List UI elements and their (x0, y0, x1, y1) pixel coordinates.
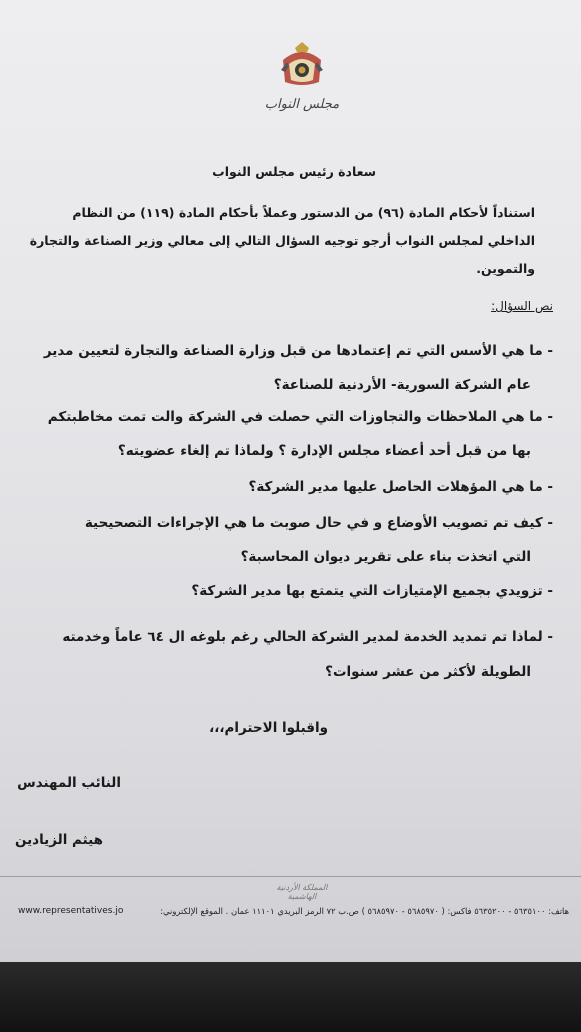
footer-watermark: المملكة الأردنية الهاشمية (276, 883, 328, 901)
letterhead-label: مجلس النواب (264, 97, 340, 112)
closing-remark: واقبلوا الاحترام،،، (209, 720, 328, 736)
question-5-line-1: - تزويدي بجميع الإمتيازات التي يتمتع بها مدير الشركة؟ (191, 583, 553, 599)
intro-line: الداخلي لمجلس النواب أرجو توجيه السؤال التالي إلى معالي وزير الصناعة والتجارة (29, 233, 535, 248)
question-2-line-2: بها من قبل أحد أعضاء مجلس الإدارة ؟ ولماذا تم إلغاء عضويته؟ (117, 443, 531, 459)
intro-line: والتموين. (476, 261, 535, 276)
question-1-line-1: - ما هي الأسس التي تم إعتمادها من قبل وزارة الصناعة والتجارة لتعيين مدير (43, 343, 553, 359)
question-3-line-1: - ما هي المؤهلات الحاصل عليها مدير الشركة؟ (248, 479, 553, 495)
question-1-line-2: عام الشركة السورية- الأردنية للصناعة؟ (273, 377, 531, 393)
footer-contact: هاتف: ٥٦٣٥١٠٠ - ٥٦٣٥٢٠٠ فاكس: ( ٥٦٨٥٩٧٠ - ٥٦٨٥٩٧٠ ) ص.ب ٧٢ الرمز البريدي ١١١٠١ عمان . الموقع الإلكتروني: (160, 906, 569, 916)
question-heading: نص السؤال: (491, 299, 553, 313)
signer-title: النائب المهندس (17, 775, 121, 791)
footer-divider (0, 876, 581, 877)
signer-name: هيثم الزيادين (14, 832, 103, 848)
question-4-line-1: - كيف تم تصويب الأوضاع و في حال صوبت ما هي الإجراءات التصحيحية (84, 515, 553, 531)
salutation: سعادة رئيس مجلس النواب (212, 164, 376, 179)
footer-website: www.representatives.jo (18, 906, 124, 916)
question-4-line-2: التي اتخذت بناء على تقرير ديوان المحاسبة؟ (240, 549, 531, 565)
background-surface (0, 962, 581, 1032)
question-2-line-1: - ما هي الملاحظات والتجاوزات التي حصلت في الشركة والت تمت مخاطبتكم (47, 409, 553, 425)
jordan-coat-of-arms-icon (277, 40, 327, 90)
question-6-line-1: - لماذا تم تمديد الخدمة لمدير الشركة الحالي رغم بلوغه ال ٦٤ عاماً وخدمته (62, 629, 553, 645)
intro-line: استناداً لأحكام المادة (٩٦) من الدستور وعملاً بأحكام المادة (١١٩) من النظام (72, 205, 535, 220)
question-6-line-2: الطويلة لأكثر من عشر سنوات؟ (325, 664, 531, 680)
